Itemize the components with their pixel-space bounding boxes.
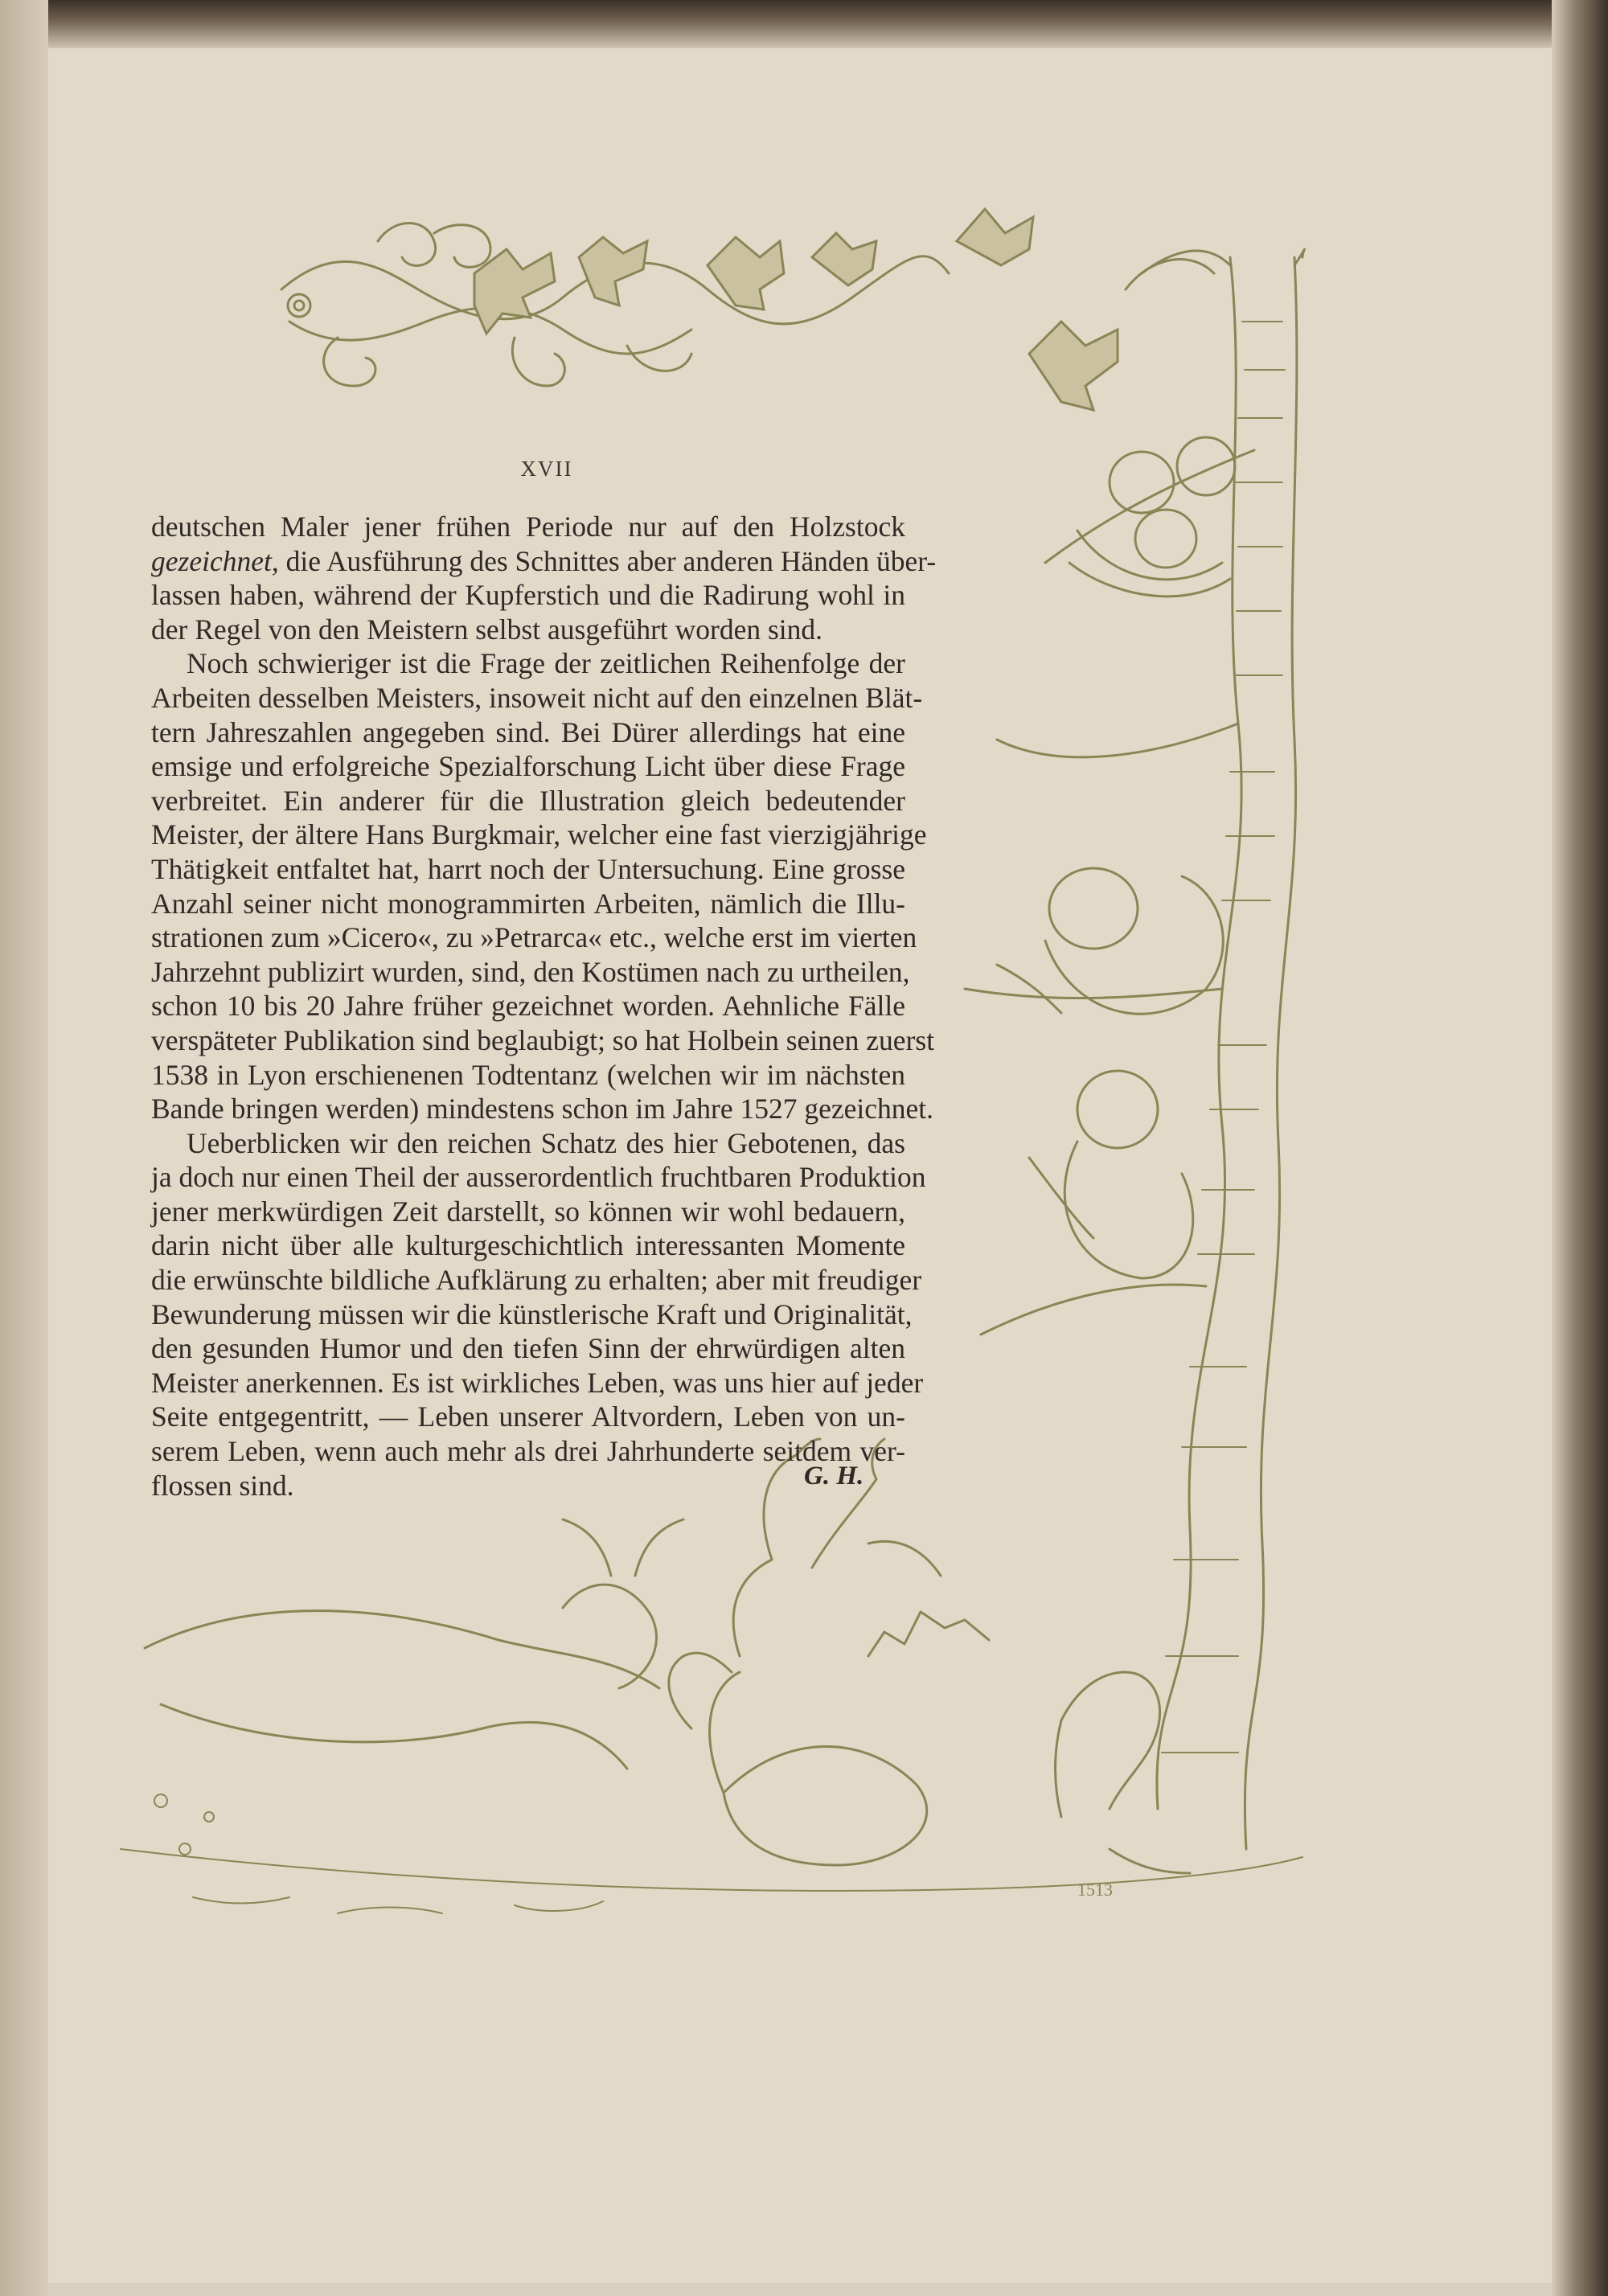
text-line: den gesunden Humor und den tiefen Sinn der ehrwürdigen alten [151,1332,905,1365]
text-line: 1538 in Lyon erschienenen Todtentanz (welchen wir im nächsten [151,1058,905,1091]
text-line: jener merkwürdigen Zeit darstellt, so können wir wohl bedauern, [151,1195,905,1228]
text-line: emsige und erfolgreiche Spezialforschung Licht über diese Frage [151,750,905,783]
text-line-italic-lead: gezeichnet, die Ausführung des Schnittes aber anderen Händen über- [151,544,937,577]
text-line: darin nicht über alle kulturgeschichtlich interessanten Momente [151,1229,905,1262]
text-line: serem Leben, wenn auch mehr als drei Jahrhunderte seitdem ver- [151,1435,905,1468]
italic-word: gezeichnet, [151,544,279,577]
text-line: Jahrzehnt publizirt wurden, sind, den Kostümen nach zu urtheilen, [151,955,910,988]
text-line: der Regel von den Meistern selbst ausgeführt worden sind. [151,613,823,646]
monkeys-in-tree [997,437,1235,1278]
text-line: ja doch nur einen Theil der ausserordentlich fruchtbaren Produktion [151,1161,926,1194]
body-text [151,510,937,1503]
animals-scene [121,1439,1302,1913]
vine-scroll-ornament [281,223,949,387]
text-line: Anzahl seiner nicht monogrammirten Arbeiten, nämlich die Illu- [151,887,905,920]
tree-trunk [957,209,1305,1849]
text-line: tern Jahreszahlen angegeben sind. Bei Dürer allerdings hat eine [151,715,905,748]
text-line: flossen sind. [151,1469,294,1502]
ornament-date-text: 1513 [1077,1880,1113,1900]
page-number: XVII [520,457,573,481]
text-line: Thätigkeit entfaltet hat, harrt noch der Untersuchung. Eine grosse [151,852,905,885]
text-line: Meister anerkennen. Es ist wirkliches Leben, was uns hier auf jeder [151,1366,924,1399]
text-line: schon 10 bis 20 Jahre früher gezeichnet worden. Aehnliche Fälle [151,990,905,1023]
text-line: Ueberblicken wir den reichen Schatz des hier Gebotenen, das [187,1126,905,1159]
ornament-date [1077,1873,1142,1905]
text-line: Noch schwieriger ist die Frage der zeitlichen Reihenfolge der [187,647,905,680]
signature-initials: G. H. [804,1462,864,1490]
text-line: die erwünschte bildliche Aufklärung zu erhalten; aber mit freudiger [151,1264,922,1297]
text-line: Bande bringen werden) mindestens schon im Jahre 1527 gezeichnet. [151,1093,933,1125]
text-line: Bewunderung müssen wir die künstlerische Kraft und Originalität, [151,1298,913,1330]
text-line: strationen zum »Cicero«, zu »Petrarca« etc., welche erst im vierten [151,921,917,954]
text-line: Arbeiten desselben Meisters, insoweit nicht auf den einzelnen Blät- [151,681,923,714]
text-line: deutschen Maler jener frühen Periode nur auf den Holzstock [151,510,905,543]
text-line: verbreitet. Ein anderer für die Illustration gleich bedeutender [151,784,905,817]
text-line: lassen haben, während der Kupferstich und die Radirung wohl in [151,579,905,612]
text-line: Seite entgegentritt, — Leben unserer Altvordern, Leben von un- [151,1400,905,1433]
text-line: verspäteter Publikation sind beglaubigt; so hat Holbein seinen zuerst [151,1023,935,1056]
text-line: Meister, der ältere Hans Burgkmair, welcher eine fast vierzigjährige [151,818,927,851]
